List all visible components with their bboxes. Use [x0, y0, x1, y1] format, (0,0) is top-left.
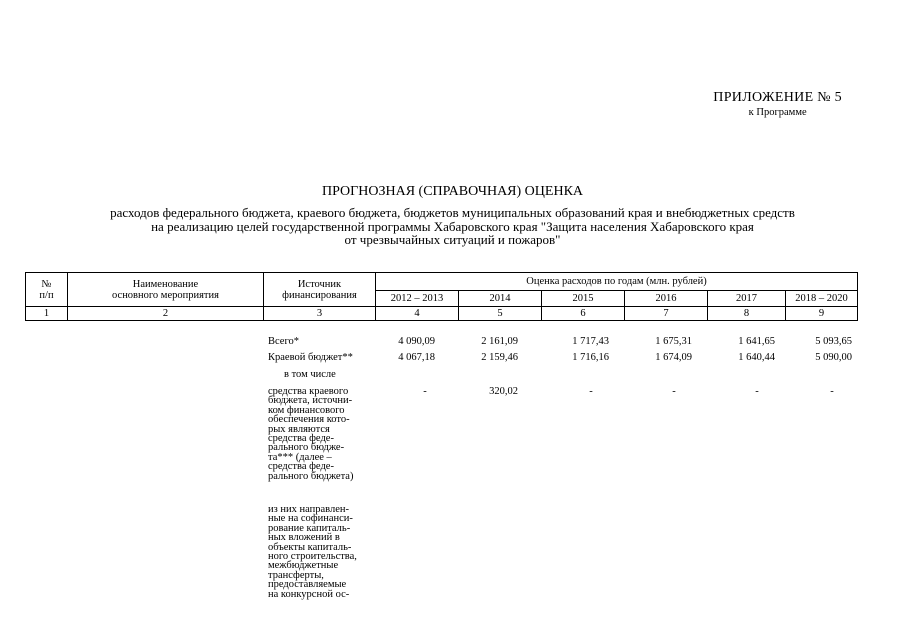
- subtitle-line-3: от чрезвычайных ситуаций и пожаров": [344, 232, 561, 247]
- header-num-text: № п/п: [39, 278, 54, 301]
- table-cell: 2 159,46: [481, 352, 518, 363]
- label-line: средства краевого: [268, 386, 349, 397]
- header-num: [26, 273, 68, 307]
- table-cell: -: [830, 386, 834, 397]
- row-label-federal-funds: [268, 387, 388, 481]
- label-line: рального бюдже-: [268, 442, 345, 454]
- table-cell: 5 093,65: [815, 336, 852, 347]
- header-year: 2014: [459, 291, 542, 307]
- label-line: на конкурсной ос-: [268, 588, 350, 600]
- expenditure-table: [25, 272, 858, 321]
- table-cell: 1 674,09: [655, 352, 692, 363]
- table-cell: -: [755, 386, 759, 397]
- subtitle-line-2: на реализацию целей государственной программы Хабаровского края "Защита населения Хабаровского края: [151, 218, 754, 234]
- table-cell: -: [423, 386, 427, 397]
- label-line: ных вложений в: [268, 532, 340, 544]
- label-line: ные на софинанси-: [268, 513, 353, 525]
- header-name-text: Наименование основного мероприятия: [112, 278, 219, 301]
- label-line: та*** (далее –: [268, 451, 332, 463]
- subtitle-line-1: расходов федерального бюджета, краевого бюджета, бюджетов муниципальных образований края и внебюджетных средств: [110, 205, 795, 220]
- label-line: объекты капиталь-: [268, 541, 352, 553]
- column-number: 6: [542, 307, 625, 321]
- table-cell: 320,02: [489, 386, 518, 397]
- header-year: 2012 – 2013: [376, 291, 459, 307]
- row-label-cofinancing: [268, 505, 388, 599]
- header-source-text: Источник финансирования: [282, 278, 357, 301]
- label-line: бюджета, источни-: [268, 395, 353, 407]
- column-number: 4: [376, 307, 459, 321]
- label-line: межбюджетные: [268, 560, 339, 572]
- table-cell: 1 716,16: [572, 352, 609, 363]
- header-year: 2018 – 2020: [786, 291, 858, 307]
- header-name: [68, 273, 264, 307]
- header-source: [264, 273, 376, 307]
- table-cell: 5 090,00: [815, 352, 852, 363]
- appendix-block: [713, 90, 842, 119]
- column-number: 9: [786, 307, 858, 321]
- column-number: 7: [625, 307, 708, 321]
- row-label-regional-budget: Краевой бюджет**: [268, 352, 353, 363]
- table-cell: 1 640,44: [738, 352, 775, 363]
- row-label-including: в том числе: [284, 369, 336, 380]
- table-cell: 2 161,09: [481, 336, 518, 347]
- table-cell: 1 641,65: [738, 336, 775, 347]
- label-line: ного строительства,: [268, 551, 357, 563]
- appendix-reference: к Программе: [748, 107, 807, 118]
- table-cell: 4 067,18: [398, 352, 435, 363]
- table-cell: 1 717,43: [572, 336, 609, 347]
- column-number: 5: [459, 307, 542, 321]
- table-cell: 4 090,09: [398, 336, 435, 347]
- appendix-number: ПРИЛОЖЕНИЕ № 5: [713, 90, 842, 105]
- label-line: средства феде-: [268, 461, 334, 473]
- label-line: средства феде-: [268, 433, 334, 445]
- header-year: 2015: [542, 291, 625, 307]
- label-line: ком финансового: [268, 404, 345, 416]
- table-cell: -: [672, 386, 676, 397]
- column-number: 2: [68, 307, 264, 321]
- label-line: трансферты,: [268, 569, 324, 581]
- header-year: 2016: [625, 291, 708, 307]
- label-line: из них направлен-: [268, 504, 350, 515]
- label-line: рального бюджета): [268, 470, 354, 482]
- document-subtitle: [0, 206, 905, 247]
- table-cell: 1 675,31: [655, 336, 692, 347]
- header-year: 2017: [708, 291, 786, 307]
- header-estimate: Оценка расходов по годам (млн. рублей): [376, 273, 858, 291]
- label-line: обеспечения кото-: [268, 414, 350, 426]
- table-cell: -: [589, 386, 593, 397]
- column-number: 3: [264, 307, 376, 321]
- row-label-total: Всего*: [268, 336, 299, 347]
- label-line: предоставляемые: [268, 579, 347, 591]
- column-number: 1: [26, 307, 68, 321]
- document-title: ПРОГНОЗНАЯ (СПРАВОЧНАЯ) ОЦЕНКА: [321, 184, 584, 199]
- column-number: 8: [708, 307, 786, 321]
- label-line: рование капиталь-: [268, 522, 351, 534]
- table-header: [25, 272, 858, 321]
- label-line: рых являются: [268, 423, 330, 435]
